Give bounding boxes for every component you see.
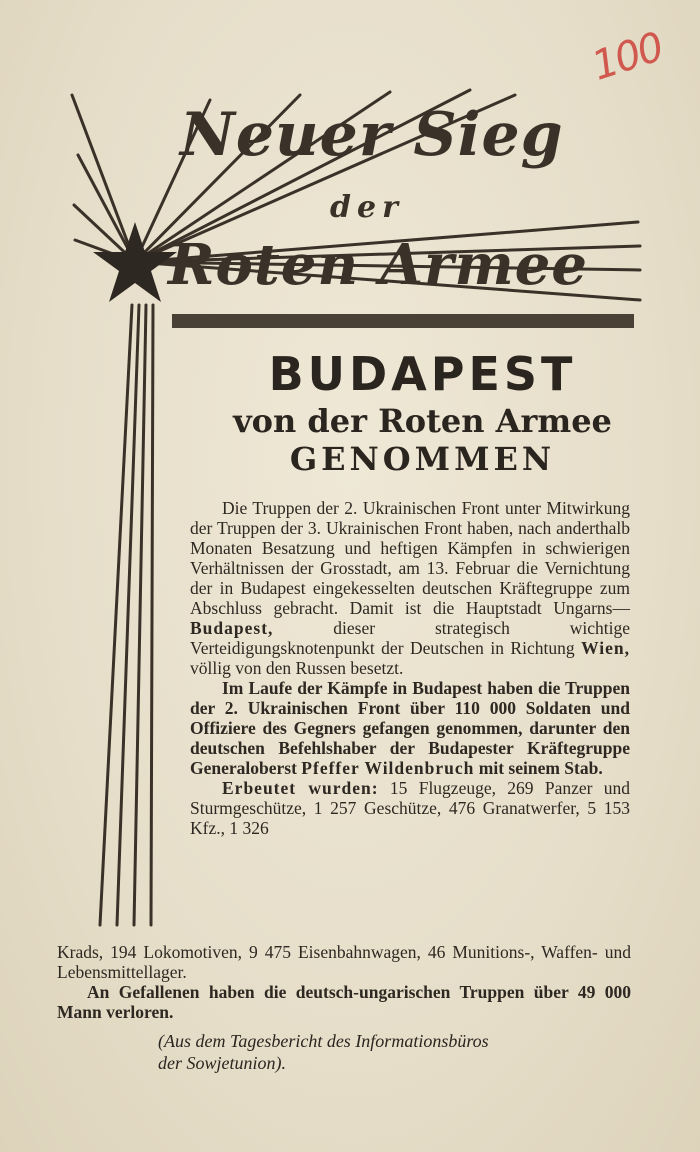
article-tail <box>57 942 631 1022</box>
paragraph-1: Die Truppen der 2. Ukrainischen Front unter Mitwirkung der Truppen der 3. Ukrainischen Front haben, nach anderthalb Monaten Besatzung und heftigen Kämpfen in schwierigen Verhältnissen der Grosstadt, am 13. Februar die Vernichtung der in Budapest eingekesselten deutschen Kräftegruppe zum Abschluss gebracht. Damit ist die Hauptstadt Ungarns—Budapest, dieser strategisch wichtige Verteidigungsknotenpunkt der Deutschen in Richtung Wien, völlig von den Russen besetzt. <box>190 498 630 678</box>
tail-line-1: Krads, 194 Lokomotiven, 9 475 Eisenbahnwagen, 46 Munitions-, Waffen- und Lebensmittellager. <box>57 942 631 982</box>
masthead-title-der: der <box>330 190 404 225</box>
source-note: (Aus dem Tagesbericht des Informationsbüros der Sowjetunion). <box>158 1031 489 1073</box>
article-body <box>190 498 630 838</box>
handwritten-annotation: 100 <box>586 24 668 90</box>
paragraph-2: Im Laufe der Kämpfe in Budapest haben die Truppen der 2. Ukrainischen Front über 110 000 Soldaten und Offiziere des Gegners gefangen genommen, darunter den deutschen Befehlshaber der Budapester Kräftegruppe Generaloberst Pfeffer Wildenbruch mit seinem Stab. <box>190 678 630 778</box>
paragraph-3: Erbeutet wurden: 15 Flugzeuge, 269 Panzer und Sturmgeschütze, 1 257 Geschütze, 476 Granatwerfer, 5 153 Kfz., 1 326 <box>190 778 631 838</box>
masthead-underline <box>172 314 634 328</box>
masthead-title-line1: Neuer Sieg <box>180 100 564 170</box>
headline <box>195 347 650 477</box>
headline-city: BUDAPEST <box>268 347 577 401</box>
tail-line-2: An Gefallenen haben die deutsch-ungarischen Truppen über 49 000 Mann verloren. <box>57 982 631 1022</box>
masthead-title-line2: Roten Armee <box>168 232 589 298</box>
headline-line2: von der Roten Armee <box>233 402 612 440</box>
headline-line3: GENOMMEN <box>289 440 556 478</box>
